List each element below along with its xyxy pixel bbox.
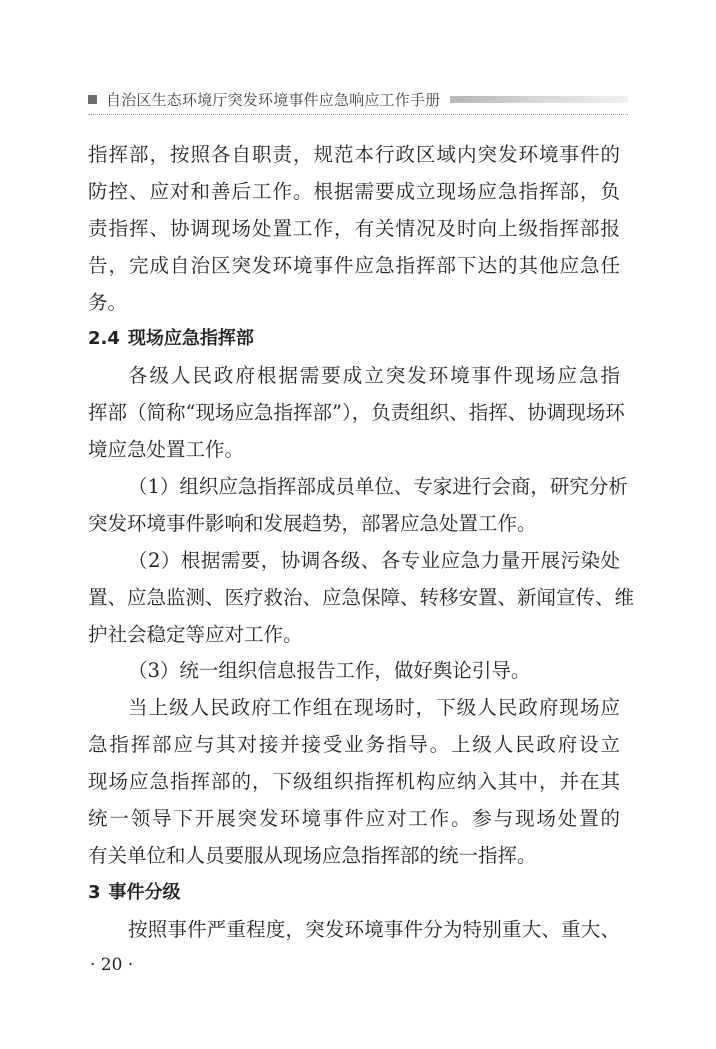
paragraph-superior-guidance (88, 690, 620, 874)
text-line: （3）统一组织信息报告工作，做好舆论引导。 (128, 659, 531, 683)
header-gradient-bar (450, 96, 628, 103)
text-line: 护社会稳定等应对工作。 (88, 622, 303, 646)
text-line: 突发环境事件影响和发展趋势，部署应急处置工作。 (88, 511, 537, 535)
header-square-marker (88, 95, 97, 104)
text-line: 境应急处置工作。 (88, 438, 245, 462)
text-line: 按照事件严重程度，突发环境事件分为特别重大、重大、 (128, 917, 620, 941)
paragraph-command-duties (88, 137, 620, 321)
section-title: 事件分级 (108, 881, 181, 903)
text-line: 各级人民政府根据需要成立突发环境事件现场应急指 (128, 364, 620, 388)
running-header (88, 88, 628, 110)
list-item-3 (88, 653, 620, 690)
header-dotted-rule (88, 114, 628, 115)
text-line: 当上级人民政府工作组在现场时，下级人民政府现场应 (128, 696, 620, 720)
text-line: 统一领导下开展突发环境事件应对工作。参与现场处置的 (88, 807, 620, 831)
text-line: 务。 (88, 290, 128, 314)
text-line: 置、应急监测、医疗救治、应急保障、转移安置、新闻宣传、维 (88, 585, 635, 609)
text-line: 防控、应对和善后工作。根据需要成立现场应急指挥部，负 (88, 179, 620, 203)
section-number: 3 (88, 881, 101, 903)
section-number: 2.4 (88, 328, 120, 350)
text-line: 指挥部，按照各自职责，规范本行政区域内突发环境事件的 (88, 143, 620, 166)
text-line: （2）根据需要，协调各级、各专业应急力量开展污染处 (128, 548, 620, 572)
text-line: 急指挥部应与其对接并接受业务指导。上级人民政府设立 (88, 733, 620, 757)
section-heading-3 (88, 875, 620, 912)
paragraph-event-grading (88, 912, 620, 949)
section-heading-2-4 (88, 321, 620, 358)
section-title: 现场应急指挥部 (127, 328, 254, 350)
header-title: 自治区生态环境厅突发环境事件应急响应工作手册 (106, 90, 441, 109)
text-line: 挥部（简称“现场应急指挥部”），负责组织、指挥、协调现场环 (88, 401, 625, 425)
page-number: · 20 · (90, 955, 134, 975)
text-line: 现场应急指挥部的，下级组织指挥机构应纳入其中，并在其 (88, 770, 620, 794)
list-item-1 (88, 469, 628, 543)
text-line: 责指挥、协调现场处置工作，有关情况及时向上级指挥部报 (88, 216, 620, 240)
list-item-2 (88, 543, 635, 654)
text-line: 有关单位和人员要服从现场应急指挥部的统一指挥。 (88, 843, 537, 867)
document-body (88, 137, 635, 949)
text-line: （1）组织应急指挥部成员单位、专家进行会商，研究分析 (128, 475, 628, 499)
paragraph-onsite-command (88, 358, 625, 469)
text-line: 告，完成自治区突发环境事件应急指挥部下达的其他应急任 (88, 253, 620, 277)
